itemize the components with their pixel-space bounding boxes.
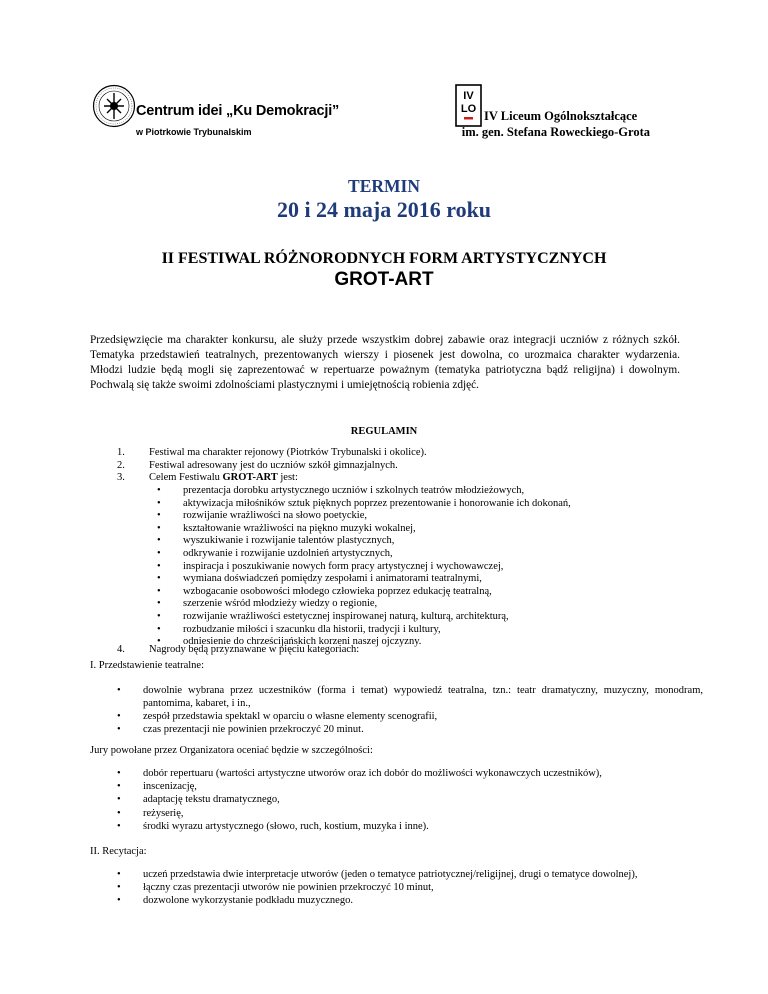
bullet-icon: • bbox=[157, 535, 161, 547]
ivlo-logo-bottom-text: LO bbox=[460, 103, 477, 115]
bullet-text: odniesienie do chrześcijańskich korzeni naszej ojczyzny. bbox=[183, 636, 422, 648]
item-text: Festiwal ma charakter rejonowy (Piotrków Trybunalski i okolice). bbox=[149, 447, 427, 458]
bullet-text: zespół przedstawia spektakl w oparciu o własne elementy scenografii, bbox=[143, 711, 438, 722]
festival-name: GROT-ART bbox=[334, 269, 434, 290]
bullet-text: łączny czas prezentacji utworów nie powinien przekroczyć 10 minut, bbox=[143, 882, 434, 894]
bullet-text: odkrywanie i rozwijanie uzdolnień artystycznych, bbox=[183, 548, 393, 559]
ivlo-school-logo bbox=[455, 84, 482, 127]
bullet-text: kształtowanie wrażliwości na piękno muzyki wokalnej, bbox=[183, 522, 416, 534]
regulamin-heading: REGULAMIN bbox=[350, 426, 418, 437]
bullet-text: uczeń przedstawia dwie interpretacje utworów (jeden o tematyce patriotycznej/religijnej, drugi o tematyce dowolnej), bbox=[143, 869, 638, 880]
bullet-text: czas prezentacji nie powinien przekroczyć 20 minut. bbox=[143, 724, 364, 735]
bullet-icon: • bbox=[117, 768, 121, 779]
bullet-text: rozwijanie wrażliwości na słowo poetyckie, bbox=[183, 510, 367, 522]
bullet-text: prezentacja dorobku artystycznego uczniów i szkolnych teatrów młodzieżowych, bbox=[183, 485, 525, 496]
bullet-icon: • bbox=[157, 510, 161, 522]
centrum-title: Centrum idei „Ku Demokracji” bbox=[136, 103, 340, 119]
bullet-icon: • bbox=[157, 636, 161, 648]
intro-paragraph: Przedsięwzięcie ma charakter konkursu, ale służy przede wszystkim dobrej zabawie oraz integracji uczniów z różnych szkół. Tematyka przedstawień teatralnych, prezentowanych wierszy i piosenek jest dowolna, co urozmaica charakter wydarzenia. Młodzi ludzie będą mogli się zaprezentować w repertuarze poważnym (tematyka patriotyczna bądź religijna) i dowolnym. Pochwalą się także swoimi zdolnościami plastycznymi i umiejętnością robienia zdjęć. bbox=[90, 334, 680, 391]
bullet-text: wyszukiwanie i rozwijanie talentów plastycznych, bbox=[183, 535, 395, 547]
bullet-text: reżyserię, bbox=[143, 807, 184, 819]
item-text: Festiwal adresowany jest do uczniów szkół gimnazjalnych. bbox=[149, 460, 398, 471]
bullet-text: szerzenie wśród młodzieży wiedzy o regionie, bbox=[183, 598, 378, 610]
bullet-icon: • bbox=[157, 598, 161, 610]
bullet-text: inspiracja i poszukiwanie nowych form pracy artystycznej i wychowawczej, bbox=[183, 560, 504, 572]
centrum-subtitle: w Piotrkowie Trybunalskim bbox=[136, 127, 252, 137]
bullet-text: rozbudzanie miłości i szacunku dla historii, tradycji i kultury, bbox=[183, 623, 441, 635]
bullet-icon: • bbox=[157, 548, 161, 559]
ivlo-logo-top-text: IV bbox=[463, 90, 474, 102]
item-text-post: jest: bbox=[277, 472, 298, 483]
bullet-icon: • bbox=[157, 485, 161, 496]
bullet-text: wzbogacanie osobowości młodego człowieka poprzez edukację teatralną, bbox=[183, 585, 492, 597]
item-number: 4. bbox=[117, 644, 125, 655]
bullet-text: rozwijanie wrażliwości estetycznej inspirowanej naturą, kulturą, architekturą, bbox=[183, 611, 509, 622]
bullet-text: środki wyrazu artystycznego (słowo, ruch, kostium, muzyka i inne). bbox=[143, 820, 429, 832]
festival-title: II FESTIWAL RÓŻNORODNYCH FORM ARTYSTYCZNYCH bbox=[161, 250, 607, 267]
item-text: Nagrody będą przyznawane w pięciu kategoriach: bbox=[149, 644, 360, 655]
bullet-text: aktywizacja miłośników sztuk pięknych poprzez prezentowanie i honorowanie ich dokonań, bbox=[183, 497, 571, 509]
bullet-icon: • bbox=[117, 895, 121, 907]
bullet-icon: • bbox=[117, 711, 121, 722]
bullet-icon: • bbox=[117, 869, 121, 880]
item-number: 3. bbox=[117, 472, 125, 483]
bullet-text: adaptację tekstu dramatycznego, bbox=[143, 794, 280, 806]
bullet-text: dozwolone wykorzystanie podkładu muzycznego. bbox=[143, 895, 353, 907]
item-number: 1. bbox=[117, 447, 125, 458]
bullet-icon: • bbox=[157, 573, 161, 585]
termin-date: 20 i 24 maja 2016 roku bbox=[276, 197, 492, 222]
bullet-icon: • bbox=[157, 522, 161, 534]
jury-title: Jury powołane przez Organizatora oceniać będzie w szczególności: bbox=[90, 745, 373, 756]
bullet-icon: • bbox=[117, 807, 121, 819]
bullet-icon: • bbox=[117, 685, 121, 696]
bullet-text: wymiana doświadczeń pomiędzy zespołami i animatorami teatralnymi, bbox=[183, 573, 482, 585]
school-name-line2: im. gen. Stefana Roweckiego-Grota bbox=[461, 125, 650, 139]
bullet-icon: • bbox=[117, 882, 121, 894]
bullet-icon: • bbox=[117, 794, 121, 806]
item-text-bold: GROT-ART bbox=[222, 472, 278, 483]
bullet-text: dowolnie wybrana przez uczestników (forma i temat) wypowiedź teatralna, tzn.: teatr dramatyczny, muzyczny, monodram, pantomima, kabaret, i in., bbox=[143, 685, 703, 710]
item-number: 2. bbox=[117, 460, 125, 471]
item-text bbox=[149, 471, 298, 485]
section1-title: I. Przedstawienie teatralne: bbox=[90, 660, 204, 671]
bullet-icon: • bbox=[157, 611, 161, 622]
centrum-seal-logo bbox=[92, 84, 136, 128]
bullet-icon: • bbox=[117, 820, 121, 832]
bullet-text: dobór repertuaru (wartości artystyczne utworów oraz ich dobór do możliwości wykonawczych uczestników), bbox=[143, 768, 602, 779]
school-name-line1: IV Liceum Ogólnokształcące bbox=[484, 109, 638, 123]
bullet-icon: • bbox=[117, 724, 121, 735]
bullet-icon: • bbox=[117, 781, 121, 793]
bullet-icon: • bbox=[157, 497, 161, 509]
bullet-icon: • bbox=[157, 623, 161, 635]
bullet-icon: • bbox=[157, 585, 161, 597]
bullet-icon: • bbox=[157, 560, 161, 572]
bullet-text: inscenizację, bbox=[143, 781, 197, 793]
item-text-pre: Celem Festiwalu bbox=[149, 472, 223, 483]
section2-title: II. Recytacja: bbox=[90, 846, 147, 857]
termin-label: TERMIN bbox=[348, 176, 420, 196]
